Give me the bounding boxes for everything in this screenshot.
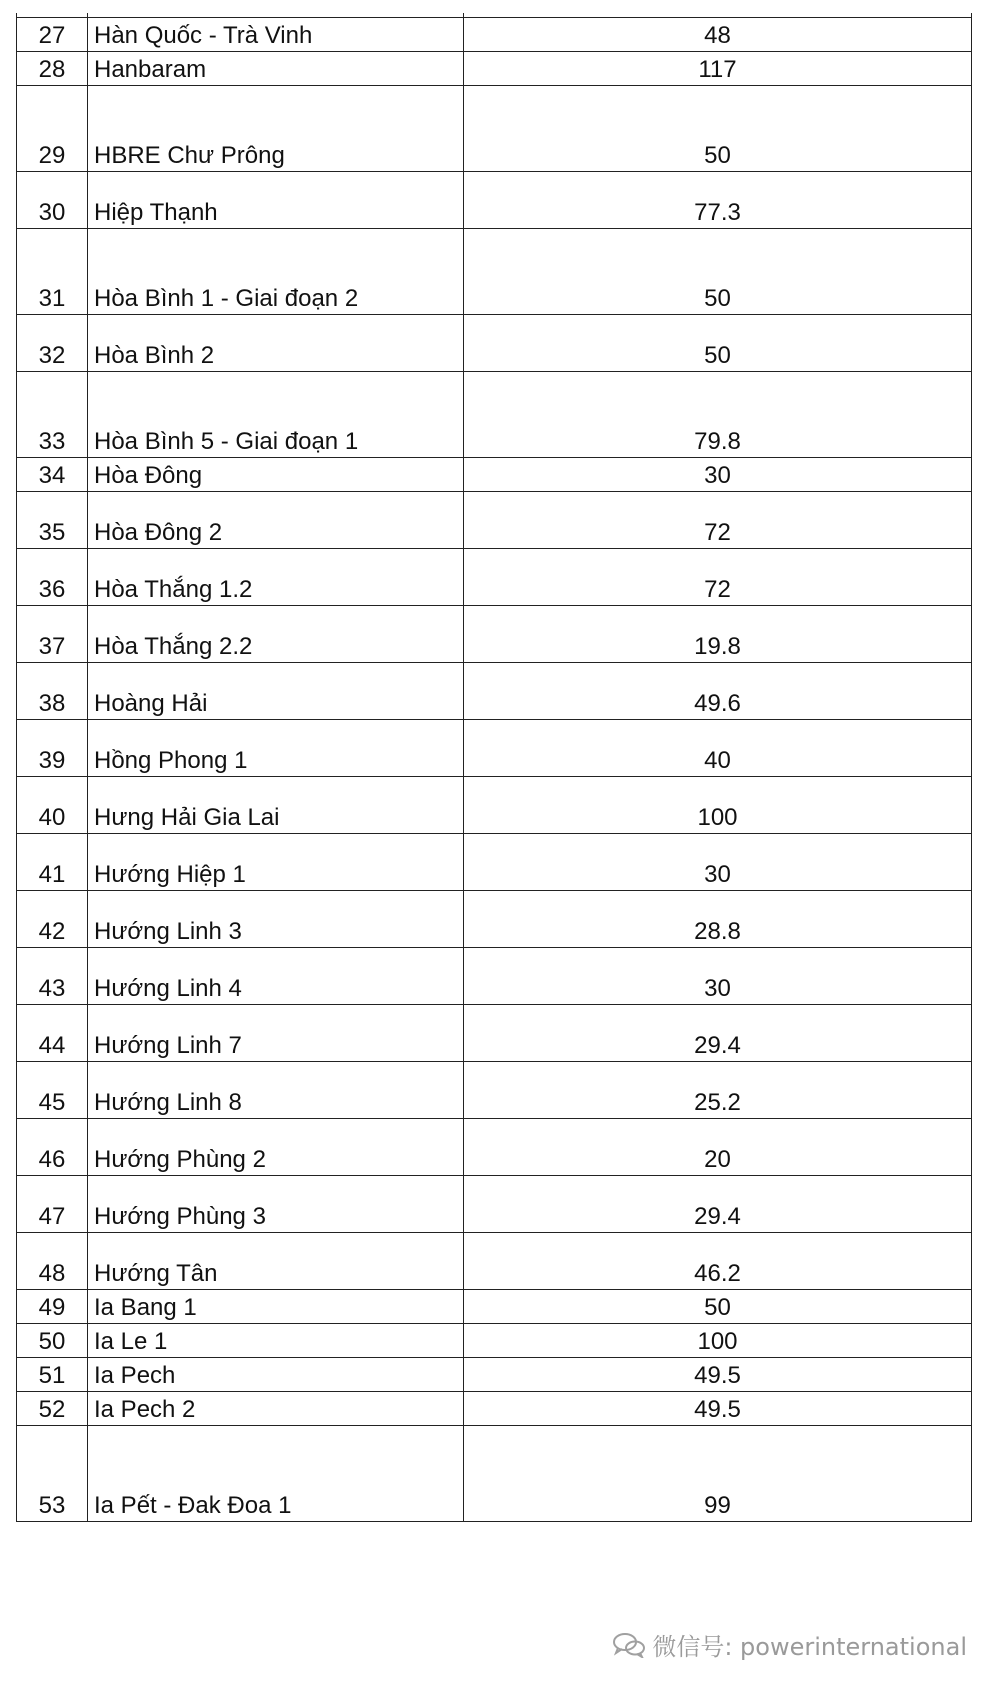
- table-row: [17, 372, 972, 458]
- table-row: [17, 891, 972, 948]
- project-name: Hòa Đông: [88, 458, 464, 492]
- row-number: 36: [17, 549, 88, 606]
- capacity-value: 50: [464, 1290, 972, 1324]
- project-name: Hướng Linh 3: [88, 891, 464, 948]
- project-name: Hướng Phùng 2: [88, 1119, 464, 1176]
- table-row: [17, 1358, 972, 1392]
- row-number: 33: [17, 372, 88, 458]
- project-name: Hưng Hải Gia Lai: [88, 777, 464, 834]
- project-name: HBRE Chư Prông: [88, 86, 464, 172]
- row-number: 41: [17, 834, 88, 891]
- project-name: Hàn Quốc - Trà Vinh: [88, 18, 464, 52]
- capacity-value: 29.4: [464, 1005, 972, 1062]
- table-row: [17, 229, 972, 315]
- row-number: 39: [17, 720, 88, 777]
- project-name: Hướng Phùng 3: [88, 1176, 464, 1233]
- table-row: [17, 18, 972, 52]
- table-row: [17, 52, 972, 86]
- row-number: 51: [17, 1358, 88, 1392]
- table-row: [17, 1062, 972, 1119]
- capacity-value: 25.2: [464, 1062, 972, 1119]
- capacity-table: [16, 13, 972, 1522]
- row-number: 31: [17, 229, 88, 315]
- table-row: [17, 549, 972, 606]
- project-name: Hướng Linh 7: [88, 1005, 464, 1062]
- project-name: Hoàng Hải: [88, 663, 464, 720]
- row-number: 38: [17, 663, 88, 720]
- row-number: 40: [17, 777, 88, 834]
- watermark-text: 微信号: powerinternational: [652, 1633, 967, 1661]
- row-number: 50: [17, 1324, 88, 1358]
- project-name: Hanbaram: [88, 52, 464, 86]
- table-row: [17, 86, 972, 172]
- project-name: Hiệp Thạnh: [88, 172, 464, 229]
- capacity-value: 28.8: [464, 891, 972, 948]
- table-row: [17, 1324, 972, 1358]
- capacity-value: 29.4: [464, 1176, 972, 1233]
- capacity-value: 77.3: [464, 172, 972, 229]
- capacity-value: 49.6: [464, 663, 972, 720]
- capacity-value: 72: [464, 492, 972, 549]
- table-row: [17, 492, 972, 549]
- project-name: Hướng Linh 8: [88, 1062, 464, 1119]
- capacity-value: 20: [464, 1119, 972, 1176]
- capacity-value: 79.8: [464, 372, 972, 458]
- project-name: Hòa Đông 2: [88, 492, 464, 549]
- project-name: Ia Pech 2: [88, 1392, 464, 1426]
- table-row: [17, 834, 972, 891]
- capacity-value: 99: [464, 1426, 972, 1522]
- row-number: 49: [17, 1290, 88, 1324]
- capacity-value: 30: [464, 948, 972, 1005]
- table-row: [17, 1176, 972, 1233]
- watermark: [612, 1627, 967, 1662]
- project-name: Hòa Bình 5 - Giai đoạn 1: [88, 372, 464, 458]
- project-name: Hòa Thắng 1.2: [88, 549, 464, 606]
- capacity-value: 49.5: [464, 1392, 972, 1426]
- row-number: 43: [17, 948, 88, 1005]
- table-row: [17, 777, 972, 834]
- capacity-value: 50: [464, 229, 972, 315]
- project-name: Hòa Thắng 2.2: [88, 606, 464, 663]
- capacity-value: 49.5: [464, 1358, 972, 1392]
- table-row: [17, 606, 972, 663]
- row-number: 46: [17, 1119, 88, 1176]
- project-name: Hướng Linh 4: [88, 948, 464, 1005]
- project-name: Ia Pech: [88, 1358, 464, 1392]
- row-number: 37: [17, 606, 88, 663]
- row-number: 47: [17, 1176, 88, 1233]
- capacity-value: 100: [464, 777, 972, 834]
- capacity-value: 19.8: [464, 606, 972, 663]
- wechat-icon: [612, 1632, 646, 1658]
- table-row: [17, 720, 972, 777]
- project-name: Hồng Phong 1: [88, 720, 464, 777]
- table-row: [17, 1233, 972, 1290]
- row-number: 53: [17, 1426, 88, 1522]
- row-number: 28: [17, 52, 88, 86]
- capacity-value: 46.2: [464, 1233, 972, 1290]
- row-number: 29: [17, 86, 88, 172]
- project-name: Ia Pết - Đak Đoa 1: [88, 1426, 464, 1522]
- table-row: [17, 172, 972, 229]
- row-number: 52: [17, 1392, 88, 1426]
- capacity-value: 72: [464, 549, 972, 606]
- table-row: [17, 315, 972, 372]
- capacity-value: 30: [464, 458, 972, 492]
- project-name: Hướng Hiệp 1: [88, 834, 464, 891]
- row-number: 35: [17, 492, 88, 549]
- table-row: [17, 1392, 972, 1426]
- capacity-value: 50: [464, 86, 972, 172]
- table-row: [17, 1426, 972, 1522]
- capacity-value: 50: [464, 315, 972, 372]
- row-number: 30: [17, 172, 88, 229]
- capacity-value: 48: [464, 18, 972, 52]
- capacity-value: 117: [464, 52, 972, 86]
- capacity-value: 40: [464, 720, 972, 777]
- row-number: 48: [17, 1233, 88, 1290]
- table-row: [17, 1119, 972, 1176]
- capacity-value: 30: [464, 834, 972, 891]
- row-number: 44: [17, 1005, 88, 1062]
- row-number: 45: [17, 1062, 88, 1119]
- table-row: [17, 1005, 972, 1062]
- project-name: Hướng Tân: [88, 1233, 464, 1290]
- project-name: Hòa Bình 2: [88, 315, 464, 372]
- table-row: [17, 663, 972, 720]
- row-number: 42: [17, 891, 88, 948]
- capacity-value: 100: [464, 1324, 972, 1358]
- table-row: [17, 458, 972, 492]
- project-name: Hòa Bình 1 - Giai đoạn 2: [88, 229, 464, 315]
- project-name: Ia Bang 1: [88, 1290, 464, 1324]
- row-number: 27: [17, 18, 88, 52]
- row-number: 32: [17, 315, 88, 372]
- table-row: [17, 1290, 972, 1324]
- row-number: 34: [17, 458, 88, 492]
- table-row: [17, 948, 972, 1005]
- project-name: Ia Le 1: [88, 1324, 464, 1358]
